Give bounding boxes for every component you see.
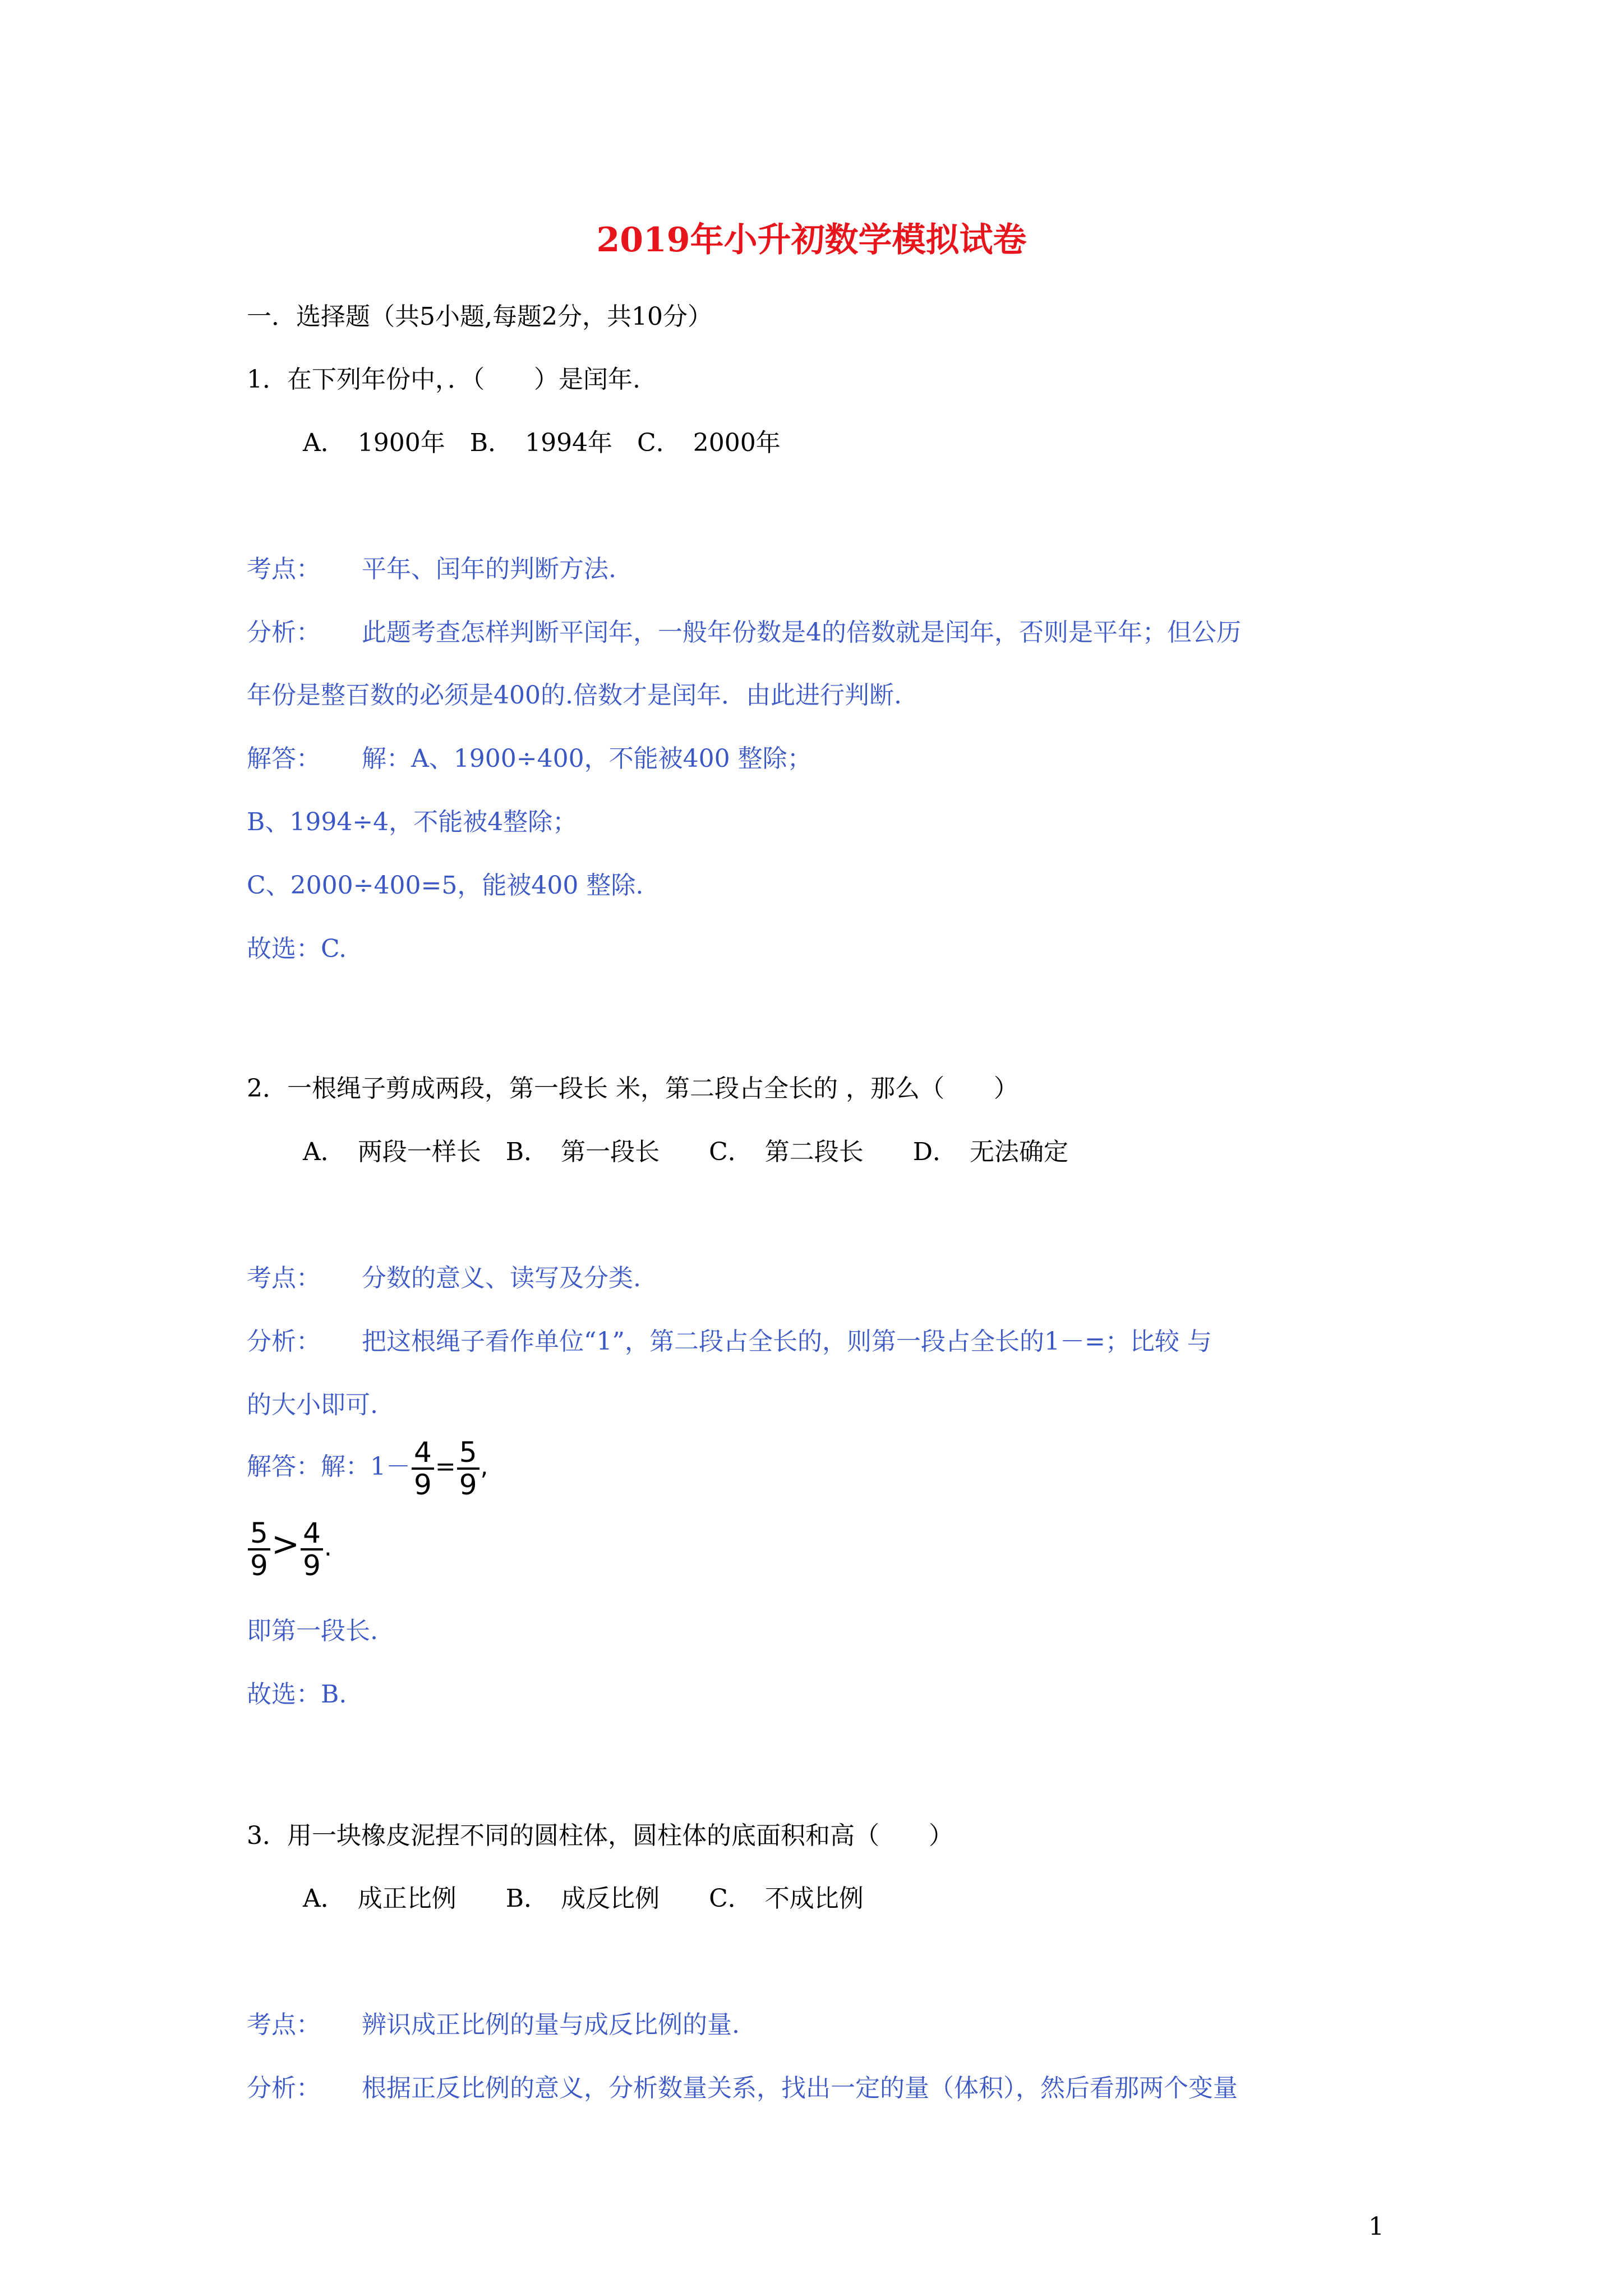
kaodian-label: 考点： xyxy=(247,1264,321,1292)
denominator: 9 xyxy=(250,1549,268,1582)
kaodian-label: 考点： xyxy=(247,555,321,583)
period: . xyxy=(324,1533,332,1562)
q1-conclusion: 故选：C. xyxy=(247,935,347,963)
fraction-four-ninths xyxy=(301,1518,323,1581)
q2-fenxi xyxy=(247,1325,1212,1359)
page-number: 1 xyxy=(1368,2212,1384,2241)
jieda-text-1: 解：A、1900÷400，不能被400 整除； xyxy=(362,744,812,773)
question-1-stem: 1．在下列年份中，．（ ）是闰年. xyxy=(247,365,640,394)
equals-sign: = xyxy=(435,1452,456,1481)
q2-kaodian xyxy=(247,1262,641,1295)
denominator: 9 xyxy=(459,1468,477,1501)
fenxi-label: 分析： xyxy=(247,1327,321,1356)
q1-kaodian xyxy=(247,553,616,586)
fenxi-label: 分析： xyxy=(247,618,321,647)
fenxi-label: 分析： xyxy=(247,2074,321,2102)
question-2-options: A． 两段一样长 B． 第一段长 C． 第二段长 D． 无法确定 xyxy=(303,1138,1069,1166)
kaodian-text: 平年、闰年的判断方法. xyxy=(362,555,616,583)
numerator: 4 xyxy=(412,1437,434,1470)
numerator: 5 xyxy=(248,1518,270,1550)
kaodian-text: 分数的意义、读写及分类. xyxy=(362,1264,641,1292)
fraction-five-ninths xyxy=(457,1437,479,1500)
denominator: 9 xyxy=(303,1549,321,1582)
question-3-stem: 3．用一块橡皮泥捏不同的圆柱体，圆柱体的底面积和高（ ） xyxy=(247,1821,953,1850)
fenxi-text-1: 把这根绳子看作单位“1”，第二段占全长的，则第一段占全长的1－=；比较 与 xyxy=(362,1327,1212,1356)
q1-jieda xyxy=(247,742,812,776)
kaodian-text: 辨识成正比例的量与成反比例的量. xyxy=(362,2010,740,2039)
fenxi-text-1: 根据正反比例的意义，分析数量关系，找出一定的量（体积），然后看那两个变量 xyxy=(362,2074,1238,2102)
greater-than-sign: > xyxy=(271,1525,300,1564)
q2-jieda xyxy=(247,1433,488,1501)
comma: , xyxy=(480,1452,488,1481)
numerator: 5 xyxy=(457,1437,479,1470)
question-1-options: A． 1900年 B． 1994年 C． 2000年 xyxy=(303,429,781,457)
section-heading: 一．选择题（共5小题,每题2分，共10分） xyxy=(247,302,712,331)
question-2-stem: 2．一根绳子剪成两段，第一段长 米，第二段占全长的 ，那么（ ） xyxy=(247,1074,1018,1103)
q2-fenxi-line-2: 的大小即可. xyxy=(247,1391,378,1419)
q2-result: 即第一段长. xyxy=(247,1617,378,1645)
q1-fenxi xyxy=(247,616,1241,650)
numerator: 4 xyxy=(301,1518,323,1550)
fraction-four-ninths xyxy=(412,1437,434,1500)
denominator: 9 xyxy=(414,1468,432,1501)
q1-jieda-line-3: C、2000÷400=5，能被400 整除. xyxy=(247,871,644,900)
fraction-five-ninths xyxy=(248,1518,270,1581)
q2-comparison xyxy=(247,1511,332,1581)
q1-fenxi-line-2: 年份是整百数的必须是400的.倍数才是闰年．由此进行判断. xyxy=(247,681,902,710)
question-3-options: A． 成正比例 B． 成反比例 C． 不成比例 xyxy=(303,1884,864,1913)
jieda-label: 解答： xyxy=(247,744,321,773)
jieda-prefix: 解答：解：1－ xyxy=(247,1452,411,1481)
q3-fenxi xyxy=(247,2072,1238,2105)
q1-jieda-line-2: B、1994÷4，不能被4整除； xyxy=(247,808,578,836)
q2-conclusion: 故选：B. xyxy=(247,1680,347,1709)
q3-kaodian xyxy=(247,2008,740,2042)
fenxi-text-1: 此题考查怎样判断平闰年，一般年份数是4的倍数就是闰年，否则是平年；但公历 xyxy=(362,618,1241,647)
kaodian-label: 考点： xyxy=(247,2010,321,2039)
page-title: 2019年小升初数学模拟试卷 xyxy=(596,220,1027,260)
